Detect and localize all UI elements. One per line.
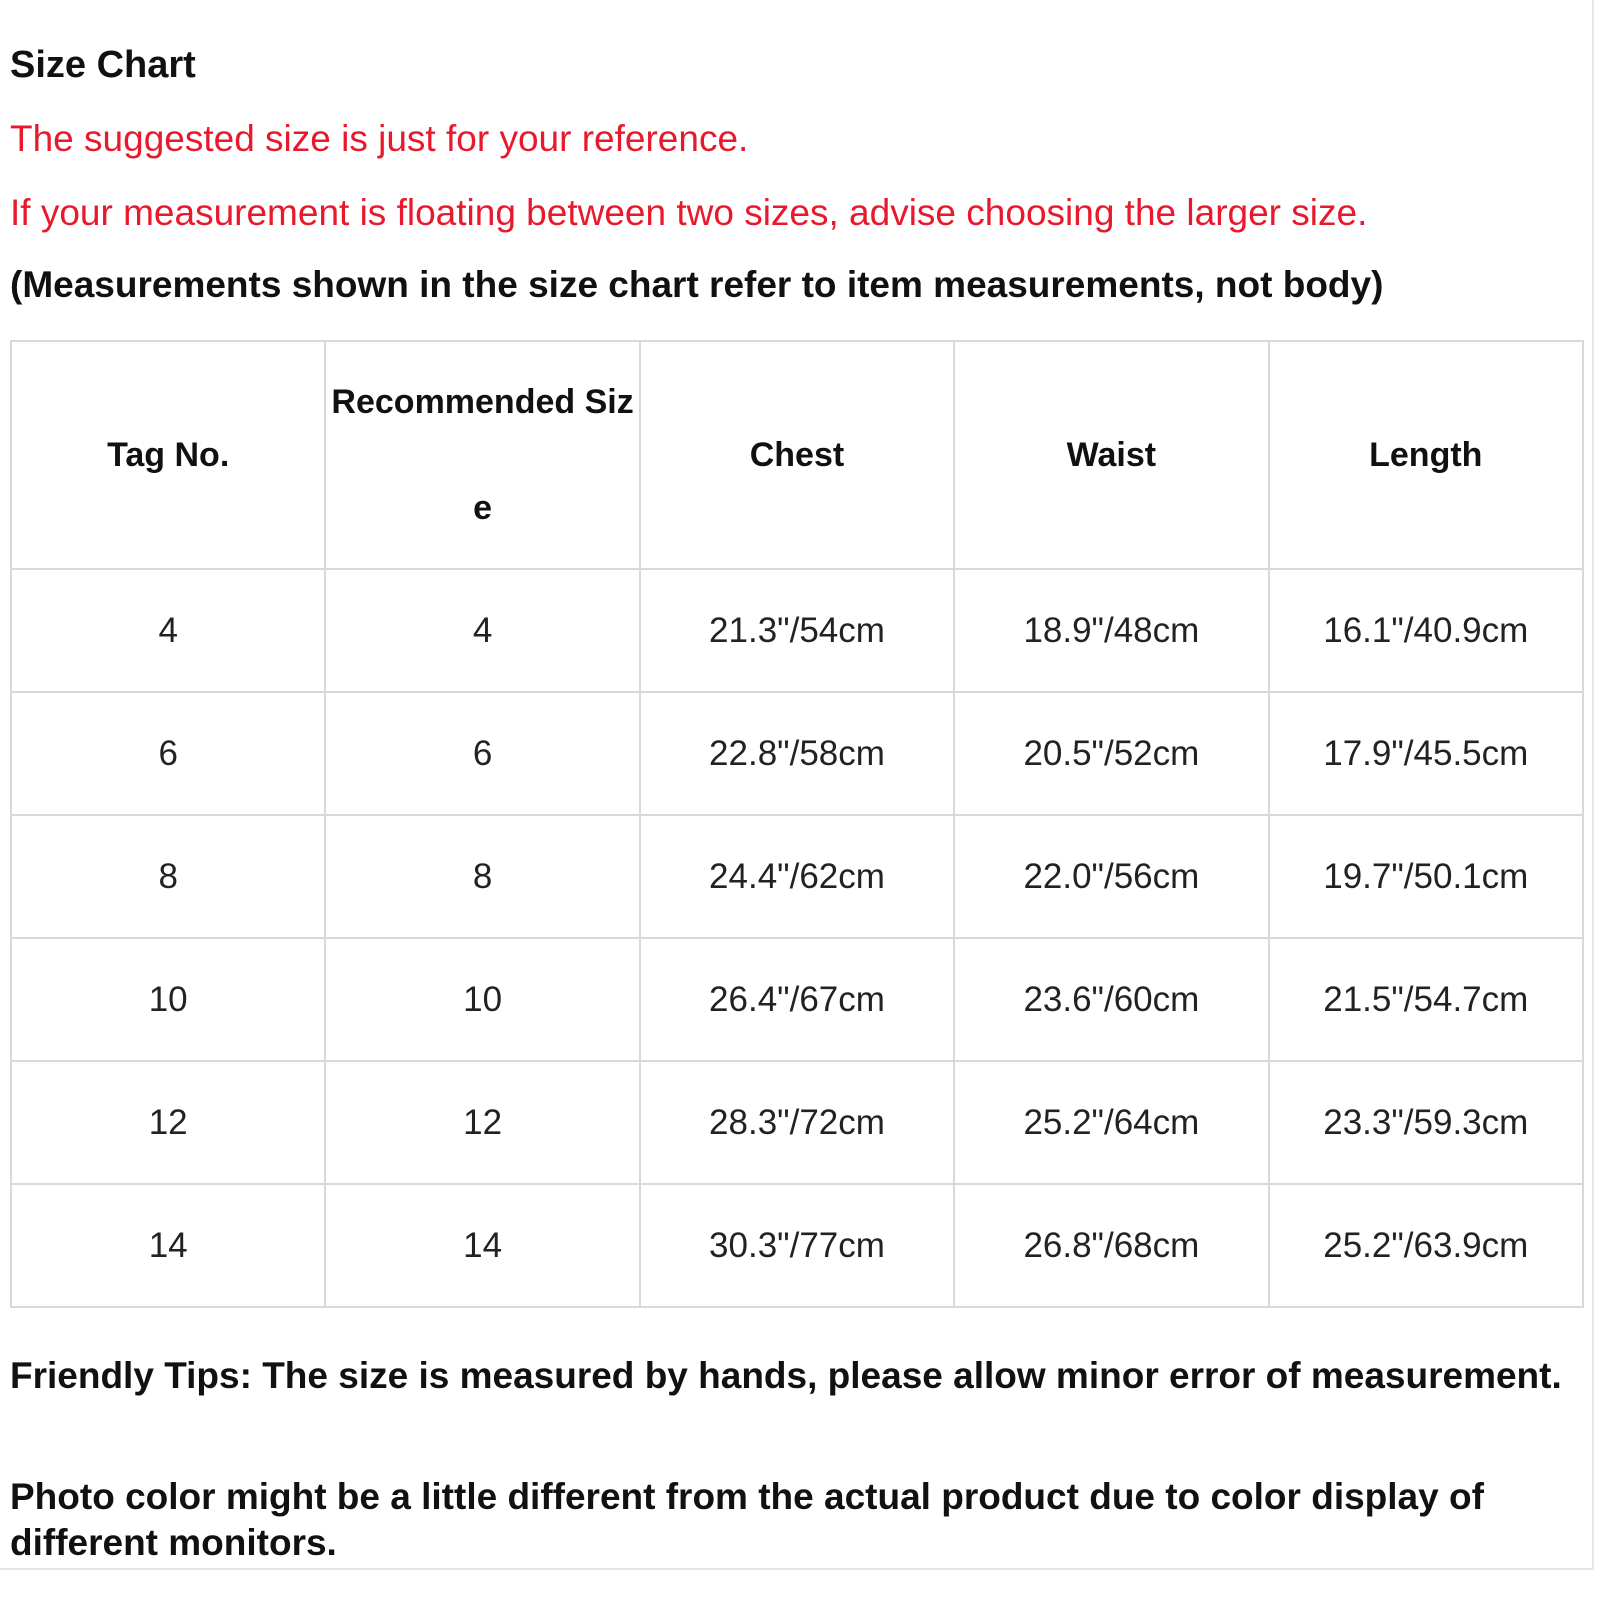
cell-recommended-size: 4 — [325, 569, 639, 692]
cell-chest: 26.4"/67cm — [640, 938, 954, 1061]
bottom-divider — [0, 1568, 1594, 1570]
cell-length: 17.9"/45.5cm — [1269, 692, 1583, 815]
cell-chest: 30.3"/77cm — [640, 1184, 954, 1307]
cell-length: 21.5"/54.7cm — [1269, 938, 1583, 1061]
cell-waist: 18.9"/48cm — [954, 569, 1268, 692]
cell-waist: 20.5"/52cm — [954, 692, 1268, 815]
cell-length: 23.3"/59.3cm — [1269, 1061, 1583, 1184]
cell-tag-no: 8 — [11, 815, 325, 938]
color-disclaimer: Photo color might be a little different from the actual product due to color display of different monitors. — [10, 1476, 1484, 1563]
table-row — [11, 1184, 1583, 1307]
cell-tag-no: 6 — [11, 692, 325, 815]
page-title: Size Chart — [10, 44, 196, 86]
header-length: Length — [1269, 341, 1583, 569]
table-row — [11, 692, 1583, 815]
cell-chest: 22.8"/58cm — [640, 692, 954, 815]
cell-waist: 26.8"/68cm — [954, 1184, 1268, 1307]
table-row — [11, 1061, 1583, 1184]
measurement-note: (Measurements shown in the size chart refer to item measurements, not body) — [10, 264, 1384, 305]
cell-recommended-size: 14 — [325, 1184, 639, 1307]
cell-tag-no: 12 — [11, 1061, 325, 1184]
size-table — [10, 340, 1584, 1308]
cell-length: 16.1"/40.9cm — [1269, 569, 1583, 692]
right-divider — [1592, 0, 1594, 1570]
cell-waist: 22.0"/56cm — [954, 815, 1268, 938]
cell-chest: 21.3"/54cm — [640, 569, 954, 692]
larger-size-advice: If your measurement is floating between two sizes, advise choosing the larger size. — [10, 192, 1368, 233]
cell-tag-no: 14 — [11, 1184, 325, 1307]
header-chest: Chest — [640, 341, 954, 569]
cell-recommended-size: 10 — [325, 938, 639, 1061]
cell-recommended-size: 12 — [325, 1061, 639, 1184]
cell-tag-no: 4 — [11, 569, 325, 692]
cell-waist: 23.6"/60cm — [954, 938, 1268, 1061]
cell-waist: 25.2"/64cm — [954, 1061, 1268, 1184]
table-row — [11, 569, 1583, 692]
header-waist: Waist — [954, 341, 1268, 569]
cell-length: 25.2"/63.9cm — [1269, 1184, 1583, 1307]
table-row — [11, 938, 1583, 1061]
cell-chest: 28.3"/72cm — [640, 1061, 954, 1184]
table-row — [11, 815, 1583, 938]
cell-tag-no: 10 — [11, 938, 325, 1061]
cell-length: 19.7"/50.1cm — [1269, 815, 1583, 938]
header-recommended-size: Recommended Size — [325, 341, 639, 569]
friendly-tips: Friendly Tips: The size is measured by hands, please allow minor error of measurement. — [10, 1355, 1562, 1396]
cell-chest: 24.4"/62cm — [640, 815, 954, 938]
reference-notice: The suggested size is just for your reference. — [10, 118, 749, 159]
cell-recommended-size: 6 — [325, 692, 639, 815]
table-header-row — [11, 341, 1583, 569]
header-tag-no: Tag No. — [11, 341, 325, 569]
cell-recommended-size: 8 — [325, 815, 639, 938]
